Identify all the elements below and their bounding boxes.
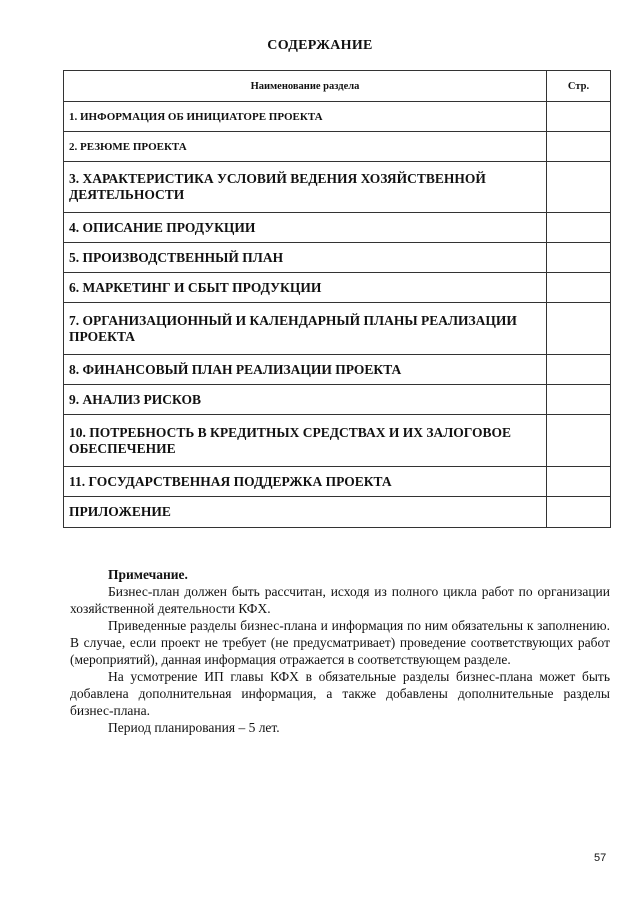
- note-heading: Примечание.: [108, 567, 188, 582]
- section-name: 5. ПРОИЗВОДСТВЕННЫЙ ПЛАН: [64, 243, 547, 273]
- table-row: [64, 467, 611, 497]
- note-paragraph: Приведенные разделы бизнес-плана и информация по ним обязательны к заполнению. В случае, если проект не требует (не предусматривает) проведение соответствующих работ (мероприятий), данная информация отражается в соответствующем разделе.: [70, 618, 610, 667]
- section-page: [547, 385, 611, 415]
- section-name: 7. ОРГАНИЗАЦИОННЫЙ И КАЛЕНДАРНЫЙ ПЛАНЫ РЕАЛИЗАЦИИ ПРОЕКТА: [64, 303, 547, 355]
- section-page: [547, 213, 611, 243]
- header-page: Стр.: [547, 71, 611, 102]
- table-row: [64, 213, 611, 243]
- section-name: 1. ИНФОРМАЦИЯ ОБ ИНИЦИАТОРЕ ПРОЕКТА: [64, 102, 547, 132]
- section-name: 11. ГОСУДАРСТВЕННАЯ ПОДДЕРЖКА ПРОЕКТА: [64, 467, 547, 497]
- section-name: ПРИЛОЖЕНИЕ: [64, 497, 547, 528]
- note-paragraph: Период планирования – 5 лет.: [108, 720, 280, 735]
- table-row: [64, 497, 611, 528]
- section-name: 10. ПОТРЕБНОСТЬ В КРЕДИТНЫХ СРЕДСТВАХ И ИХ ЗАЛОГОВОЕ ОБЕСПЕЧЕНИЕ: [64, 415, 547, 467]
- table-row: [64, 162, 611, 213]
- table-row: [64, 303, 611, 355]
- note-block: [70, 566, 610, 736]
- section-page: [547, 355, 611, 385]
- table-row: [64, 385, 611, 415]
- contents-table: [63, 70, 611, 528]
- table-row: [64, 415, 611, 467]
- section-page: [547, 102, 611, 132]
- section-name: 4. ОПИСАНИЕ ПРОДУКЦИИ: [64, 213, 547, 243]
- note-paragraph: На усмотрение ИП главы КФХ в обязательные разделы бизнес-плана может быть добавлена дополнительная информация, а также добавлены дополнительные разделы бизнес-плана.: [70, 669, 610, 718]
- section-page: [547, 162, 611, 213]
- section-name: 9. АНАЛИЗ РИСКОВ: [64, 385, 547, 415]
- section-name: 8. ФИНАНСОВЫЙ ПЛАН РЕАЛИЗАЦИИ ПРОЕКТА: [64, 355, 547, 385]
- page-number: 57: [594, 852, 607, 864]
- section-name: 3. ХАРАКТЕРИСТИКА УСЛОВИЙ ВЕДЕНИЯ ХОЗЯЙСТВЕННОЙ ДЕЯТЕЛЬНОСТИ: [64, 162, 547, 213]
- note-paragraph: Бизнес-план должен быть рассчитан, исходя из полного цикла работ по организации хозяйственной деятельности КФХ.: [70, 584, 610, 616]
- page-title: СОДЕРЖАНИЕ: [267, 38, 373, 53]
- section-page: [547, 243, 611, 273]
- section-page: [547, 415, 611, 467]
- table-row: [64, 355, 611, 385]
- section-name: 2. РЕЗЮМЕ ПРОЕКТА: [64, 132, 547, 162]
- table-header-row: [64, 71, 611, 102]
- table-row: [64, 102, 611, 132]
- table-row: [64, 273, 611, 303]
- table-row: [64, 132, 611, 162]
- section-page: [547, 497, 611, 528]
- section-page: [547, 467, 611, 497]
- header-section-name: Наименование раздела: [64, 71, 547, 102]
- section-page: [547, 273, 611, 303]
- section-name: 6. МАРКЕТИНГ И СБЫТ ПРОДУКЦИИ: [64, 273, 547, 303]
- section-page: [547, 132, 611, 162]
- table-row: [64, 243, 611, 273]
- section-page: [547, 303, 611, 355]
